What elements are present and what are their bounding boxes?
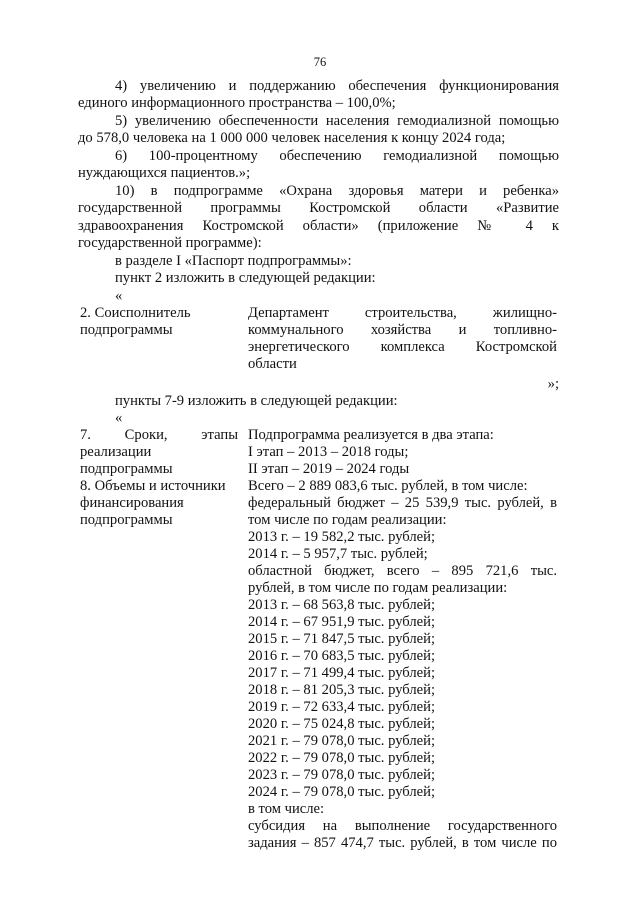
terms-label [80,427,238,478]
co-executor-value-line: коммунального хозяйства и топливно- [248,322,557,338]
opening-quote-2: « [115,410,123,426]
co-executor-value [248,305,557,373]
funding-year-row: 2023 г. – 79 078,0 тыс. рублей; [248,767,435,783]
item-4-line-2: единого информационного пространства – 100,0%; [78,95,396,111]
funding-year-row: 2016 г. – 70 683,5 тыс. рублей; [248,648,435,664]
terms-label-line: 7. Сроки, этапы [80,427,238,443]
funding-regional: областной бюджет, всего – 895 721,6 тыс. [248,563,557,579]
co-executor-label [80,305,238,339]
item-10-line-1: 10) в подпрограмме «Охрана здоровья матери и ребенка» [115,183,559,199]
funding-label [80,478,238,529]
point-2-instruction: пункт 2 изложить в следующей редакции: [115,270,376,286]
funding-year-row: 2014 г. – 67 951,9 тыс. рублей; [248,614,435,630]
item-5-line-1: 5) увеличению обеспеченности населения гемодиализной помощью [115,113,559,129]
closing-quote: »; [547,376,559,392]
section-instruction: в разделе I «Паспорт подпрограммы»: [115,253,352,269]
funding-federal: федеральный бюджет – 25 539,9 тыс. рублей, в [248,495,557,511]
co-executor-label-line: 2. Соисполнитель [80,305,191,321]
terms-value-line: II этап – 2019 – 2024 годы [248,461,410,477]
item-4-line-1: 4) увеличению и поддержанию обеспечения функционирования [115,78,559,94]
item-5-line-2: до 578,0 человека на 1 000 000 человек населения к концу 2024 года; [78,130,506,146]
funding-federal-cont: том числе по годам реализации: [248,512,447,528]
terms-label-line: реализации [80,444,152,460]
item-10-line-2: государственной программы Костромской области «Развитие [78,200,559,216]
item-6-line-1: 6) 100-процентному обеспечению гемодиализной помощью [115,148,559,164]
item-10-line-4: государственной программе): [78,235,262,251]
funding-subsidy-cont: задания – 857 474,7 тыс. рублей, в том числе по [248,835,557,851]
co-executor-value-line: Департамент строительства, жилищно- [248,305,557,321]
terms-value-line: I этап – 2013 – 2018 годы; [248,444,409,460]
funding-year-row: 2022 г. – 79 078,0 тыс. рублей; [248,750,435,766]
co-executor-label-line: подпрограммы [80,322,173,338]
funding-label-line: финансирования [80,495,184,511]
funding-year-row: 2020 г. – 75 024,8 тыс. рублей; [248,716,435,732]
points-7-9-instruction: пункты 7-9 изложить в следующей редакции: [115,393,398,409]
funding-regional-cont: рублей, в том числе по годам реализации: [248,580,508,596]
funding-year-row: 2018 г. – 81 205,3 тыс. рублей; [248,682,435,698]
funding-year-row: 2017 г. – 71 499,4 тыс. рублей; [248,665,435,681]
funding-total: Всего – 2 889 083,6 тыс. рублей, в том числе: [248,478,528,494]
funding-label-line: подпрограммы [80,512,173,528]
terms-label-line: подпрограммы [80,461,173,477]
funding-year-row: 2024 г. – 79 078,0 тыс. рублей; [248,784,435,800]
funding-label-line: 8. Объемы и источники [80,478,226,494]
co-executor-value-line: энергетического комплекса Костромской [248,339,557,355]
funding-year-row: 2013 г. – 19 582,2 тыс. рублей; [248,529,435,545]
funding-value [248,478,557,852]
funding-year-row: 2015 г. – 71 847,5 тыс. рублей; [248,631,435,647]
opening-quote: « [115,288,123,304]
funding-year-row: 2021 г. – 79 078,0 тыс. рублей; [248,733,435,749]
item-6-line-2: нуждающихся пациентов.»; [78,165,251,181]
funding-year-row: 2014 г. – 5 957,7 тыс. рублей; [248,546,428,562]
item-10-line-3: здравоохранения Костромской области» (приложение № 4 к [78,218,559,234]
funding-year-row: 2013 г. – 68 563,8 тыс. рублей; [248,597,435,613]
page-number: 76 [313,55,327,69]
co-executor-value-line: области [248,356,297,372]
funding-including: в том числе: [248,801,325,817]
terms-value [248,427,557,478]
funding-subsidy: субсидия на выполнение государственного [248,818,557,834]
terms-value-line: Подпрограмма реализуется в два этапа: [248,427,494,443]
funding-year-row: 2019 г. – 72 633,4 тыс. рублей; [248,699,435,715]
